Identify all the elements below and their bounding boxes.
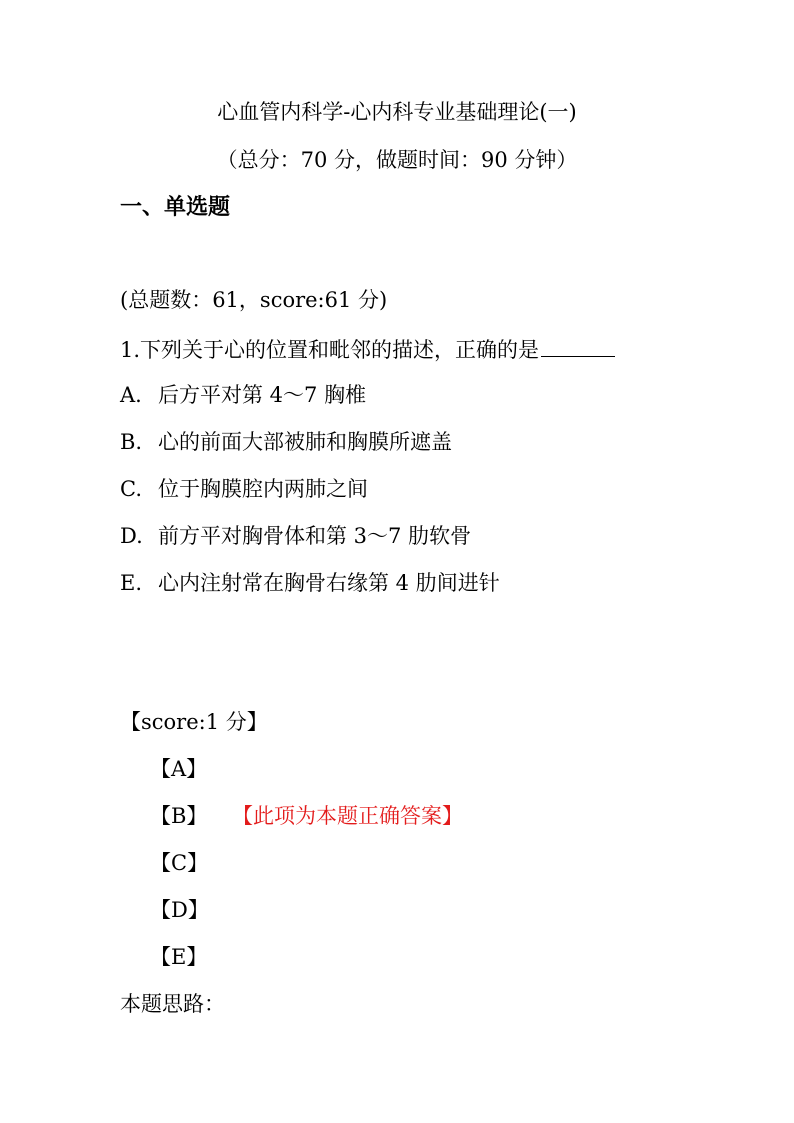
question-stem	[120, 334, 615, 364]
option-a	[120, 381, 366, 409]
question-count-meta: (总题数：61，score:61 分)	[120, 288, 388, 312]
answer-choice-b: 【B】	[150, 804, 208, 828]
answer-choice-c: 【C】	[150, 851, 209, 875]
option-c	[120, 475, 368, 503]
answer-choice-a: 【A】	[150, 757, 208, 781]
option-d	[120, 522, 471, 550]
option-b	[120, 428, 452, 456]
answer-choice-e: 【E】	[150, 945, 208, 969]
answer-choice-d: 【D】	[150, 898, 209, 922]
option-text: 心的前面大部被肺和胸膜所遮盖	[158, 430, 452, 454]
answer-blank	[541, 334, 615, 357]
option-text: 前方平对胸骨体和第 3～7 肋软骨	[158, 524, 472, 548]
question-number: 1.	[120, 338, 141, 362]
score-label: 【score:1 分】	[120, 710, 268, 734]
correct-answer-marker: 【此项为本题正确答案】	[232, 804, 463, 828]
document-subtitle: （总分：70 分，做题时间：90 分钟）	[216, 148, 578, 172]
document-title: 心血管内科学-心内科专业基础理论(一)	[217, 100, 577, 124]
option-letter: D.	[120, 524, 143, 548]
option-text: 后方平对第 4～7 胸椎	[158, 383, 367, 407]
option-text: 位于胸膜腔内两肺之间	[158, 477, 368, 501]
option-text: 心内注射常在胸骨右缘第 4 肋间进针	[158, 571, 500, 595]
option-letter: E.	[120, 571, 143, 595]
question-text: 下列关于心的位置和毗邻的描述，正确的是	[140, 338, 540, 362]
option-letter: B.	[120, 430, 143, 454]
section-heading: 一、单选题	[120, 195, 231, 220]
explanation-label: 本题思路：	[120, 992, 225, 1016]
option-e	[120, 569, 500, 597]
option-letter: A.	[120, 383, 142, 407]
option-letter: C.	[120, 477, 142, 501]
